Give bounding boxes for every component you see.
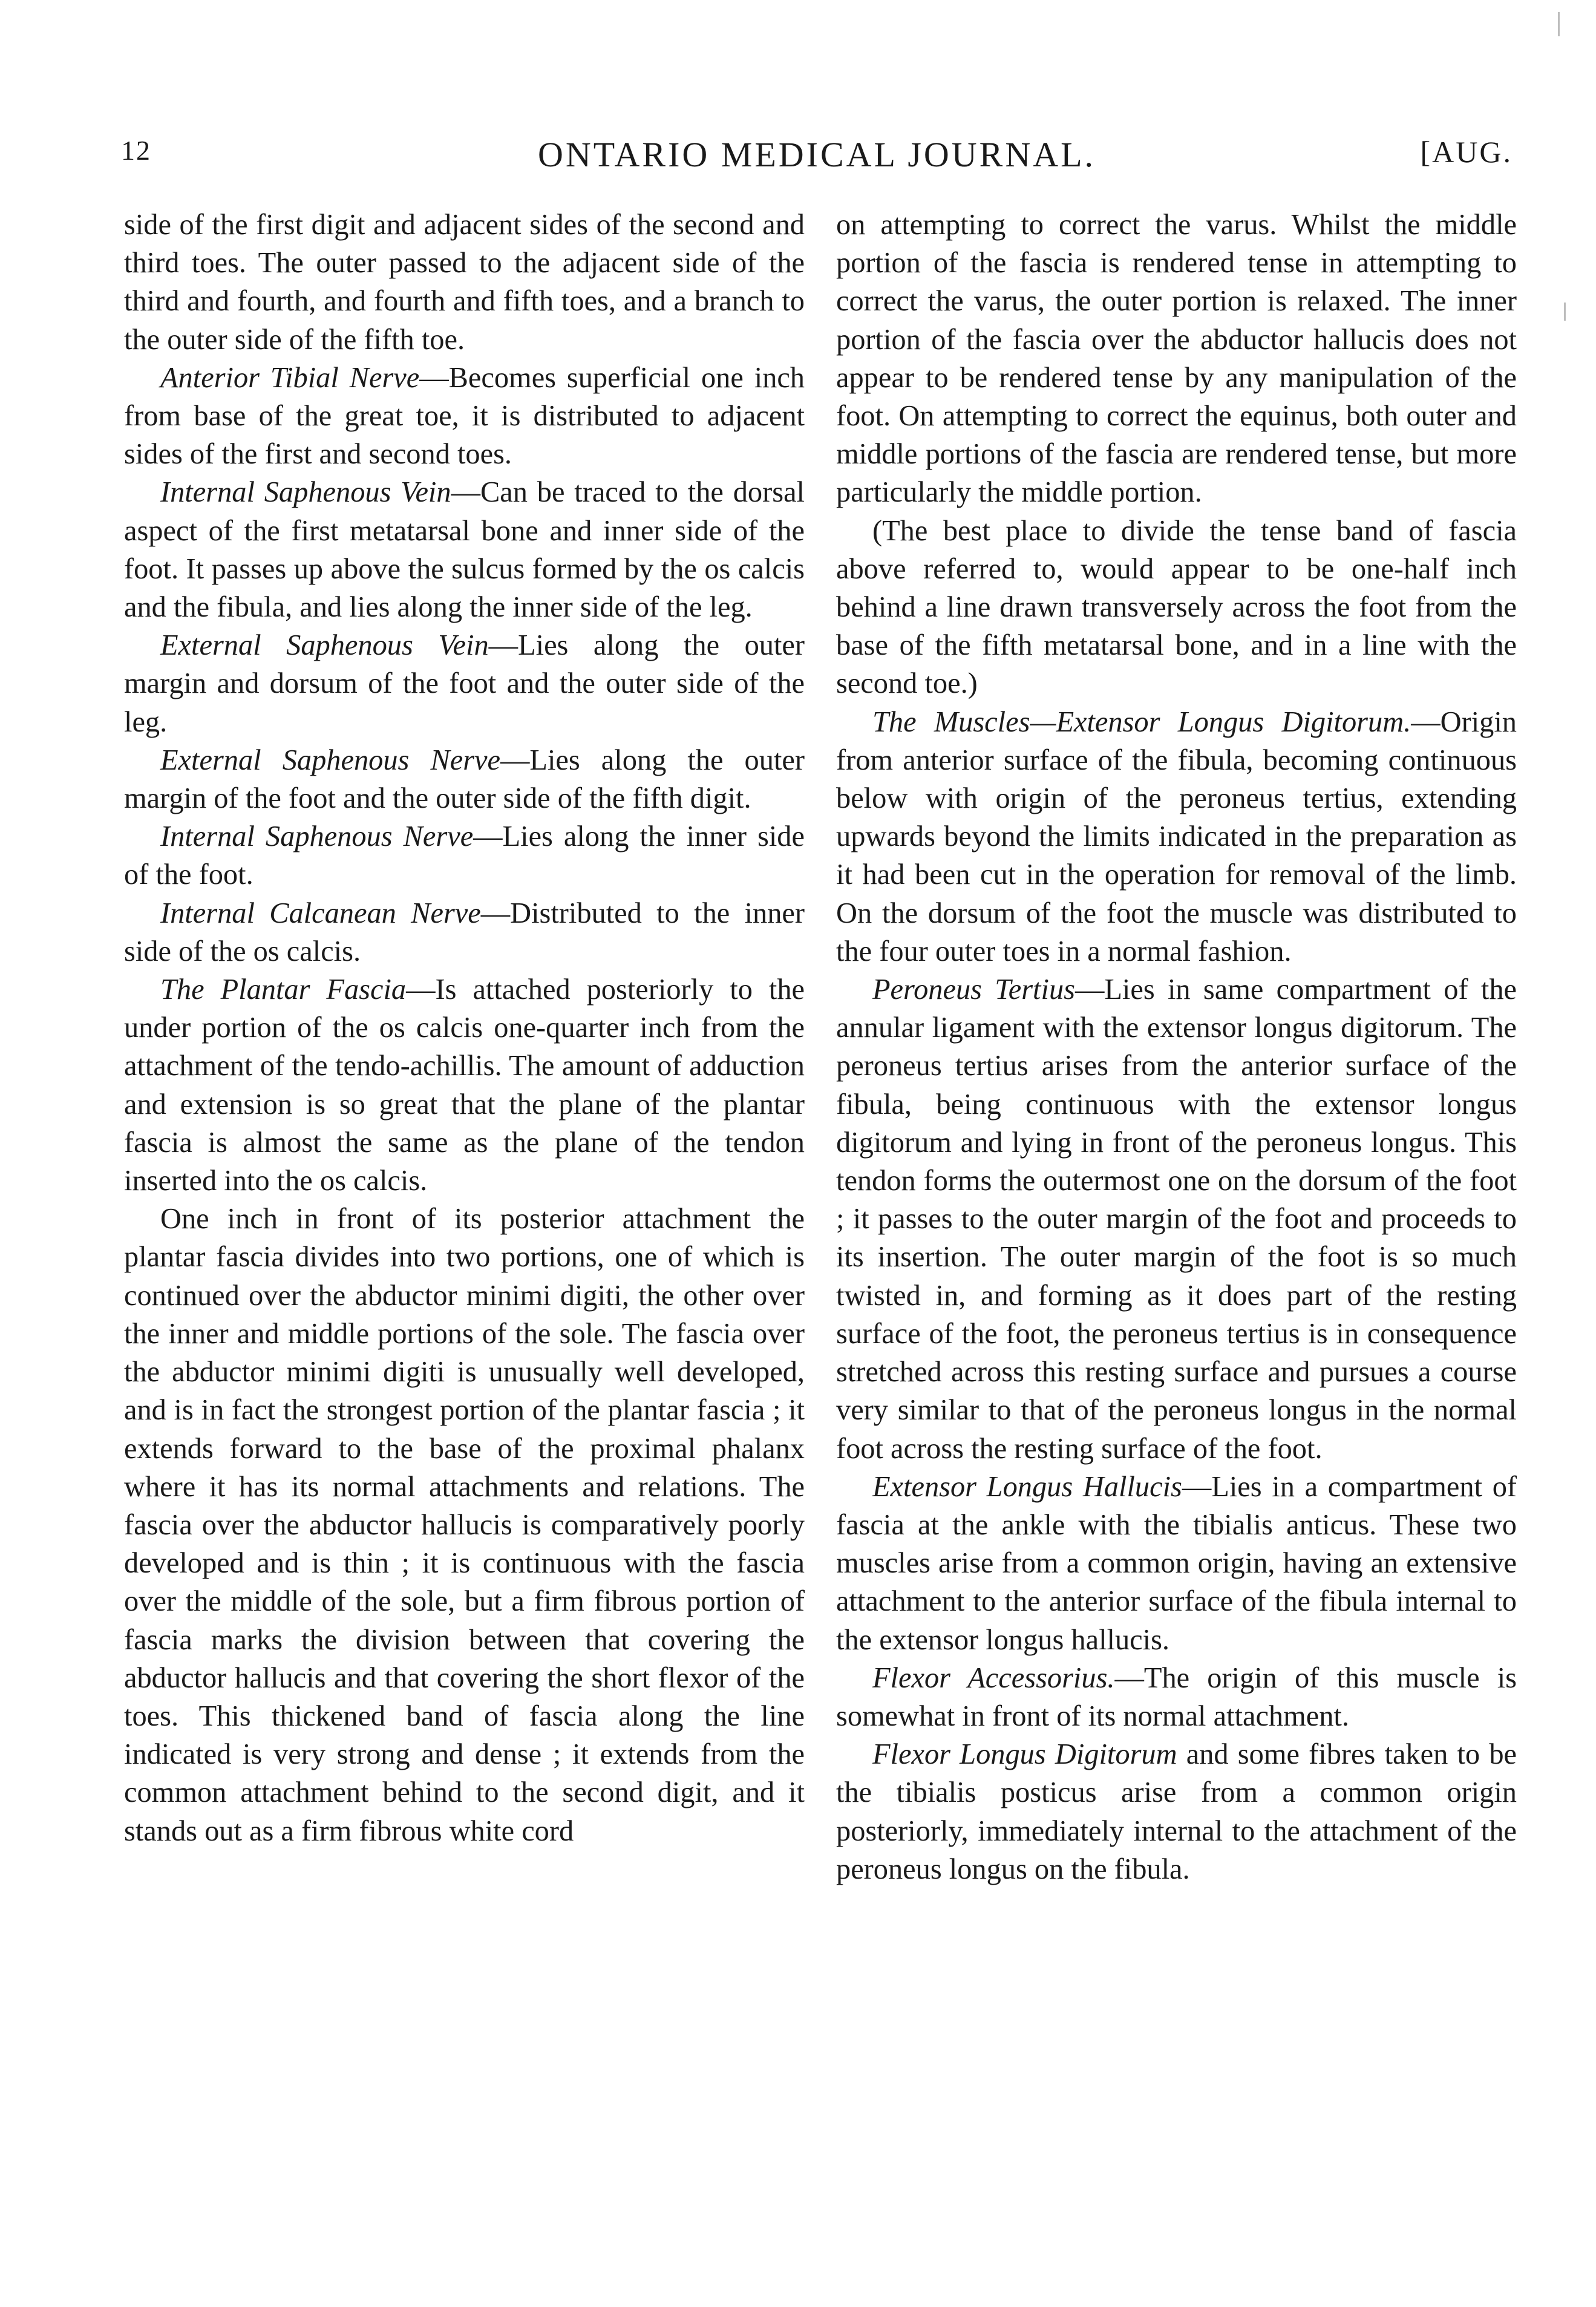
paragraph-heading: Flexor Accessorius.	[872, 1661, 1115, 1694]
journal-title: ONTARIO MEDICAL JOURNAL.	[537, 135, 1096, 174]
paragraph-heading: External Saphenous Vein	[160, 629, 489, 662]
paragraph-heading: The Plantar Fascia	[160, 974, 407, 1006]
paragraph-heading: Internal Saphenous Vein	[160, 476, 451, 509]
page-number: 12	[121, 135, 151, 166]
paragraph-heading: Peroneus Tertius	[872, 974, 1075, 1006]
paragraph: One inch in front of its posterior attachment the plantar fascia divides into two portions, one of which is continued over the abductor minimi digiti, the other over the inner and middle portions of the sole. The fascia over the abductor minimi digiti is unusually well developed, and is in fact the strongest portion of the plantar fascia ; it extends forward to the base of the proximal phalanx where it has its normal attachments and relations. The fascia over the abductor hallucis is comparatively poorly developed and is thin ; it is continuous with the fascia over the middle of the sole, but a firm fibrous portion of fascia marks the division between that covering the abductor hallucis and that covering the short flexor of the toes. This thickened band of fascia along the line indicated is very strong and dense ; it extends from the common attachment behind to the second digit, and it stands out as a firm fibrous white cord	[124, 1203, 805, 1847]
paragraph-heading: Internal Saphenous Nerve	[160, 820, 474, 853]
paragraph: Peroneus Tertius—Lies in same compartment of the annular ligament with the extensor longus digitorum. The peroneus tertius arises from the anterior surface of the fibula, being continuous with the extensor longus digitorum and lying in front of the peroneus longus. This tendon forms the outermost one on the dorsum of the foot ; it passes to the outer margin of the foot and proceeds to its insertion. The outer margin of the foot is so much twisted in, and forming as it does part of the resting surface of the foot, the peroneus tertius is in consequence stretched across this resting surface and pursues a course very similar to that of the peroneus longus in the normal foot across the resting surface of the foot.	[836, 974, 1517, 1465]
paragraph: Extensor Longus Hallucis—Lies in a compartment of fascia at the ankle with the tibialis anticus. These two muscles arise from a common origin, having an extensive attachment to the anterior surface of the fibula internal to the extensor longus hallucis.	[836, 1470, 1517, 1656]
paragraph: on attempting to correct the varus. Whilst the middle portion of the fascia is rendered tense in attempting to correct the varus, the outer portion is relaxed. The inner portion of the fascia over the abductor hallucis does not appear to be rendered tense by any manipulation of the foot. On attempting to correct the equinus, both outer and middle portions of the fascia are rendered tense, but more particularly the middle portion.	[836, 209, 1517, 509]
paragraph-heading: External Saphenous Nerve	[160, 744, 500, 776]
paragraph-heading: Flexor Longus Digitorum	[872, 1738, 1177, 1771]
paragraph: Flexor Longus Digitorum and some fibres taken to be the tibialis posticus arise from a common origin posteriorly, immediately internal to the attachment of the peroneus longus on the fibula.	[836, 1738, 1517, 1885]
paragraph: Flexor Accessorius.—The origin of this muscle is somewhat in front of its normal attachment.	[836, 1661, 1517, 1732]
paragraph: Internal Saphenous Nerve—Lies along the inner side of the foot.	[124, 820, 805, 891]
paragraph: Anterior Tibial Nerve—Becomes superficial one inch from base of the great toe, it is distributed to adjacent sides of the first and second toes.	[124, 361, 805, 471]
paragraph: The Muscles—Extensor Longus Digitorum.—Origin from anterior surface of the fibula, becoming continuous below with origin of the peroneus tertius, extending upwards beyond the limits indicated in the preparation as it had been cut in the operation for removal of the limb. On the dorsum of the foot the muscle was distributed to the four outer toes in a normal fashion.	[836, 705, 1517, 967]
paragraph-heading: Extensor Longus Hallucis	[872, 1470, 1182, 1503]
left-column	[124, 206, 805, 1850]
margin-mark	[1564, 303, 1566, 321]
paragraph: External Saphenous Nerve—Lies along the outer margin of the foot and the outer side of the fifth digit.	[124, 744, 805, 815]
paragraph-heading: Anterior Tibial Nerve	[160, 361, 420, 394]
paragraph-heading: Internal Calcanean Nerve	[160, 897, 481, 929]
paragraph-heading: The Muscles—Extensor Longus Digitorum.	[872, 705, 1411, 738]
paragraph: side of the first digit and adjacent sides of the second and third toes. The outer passed to the adjacent side of the third and fourth, and fourth and fifth toes, and a branch to the outer side of the fifth toe.	[124, 209, 805, 356]
page-header	[121, 134, 1513, 183]
margin-mark	[1558, 12, 1560, 36]
paragraph: Internal Calcanean Nerve—Distributed to the inner side of the os calcis.	[124, 897, 805, 967]
paragraph: The Plantar Fascia—Is attached posteriorly to the under portion of the os calcis one-quarter inch from the attachment of the tendo-achillis. The amount of adduction and extension is so great that the plane of the plantar fascia is almost the same as the plane of the tendon inserted into the os calcis.	[124, 974, 805, 1197]
paragraph: (The best place to divide the tense band of fascia above referred to, would appear to be one-half inch behind a line drawn transversely across the foot from the base of the fifth metatarsal bone, and in a line with the second toe.)	[836, 514, 1517, 700]
paragraph: External Saphenous Vein—Lies along the outer margin and dorsum of the foot and the outer side of the leg.	[124, 629, 805, 738]
paragraph: Internal Saphenous Vein—Can be traced to the dorsal aspect of the first metatarsal bone and inner side of the foot. It passes up above the sulcus formed by the os calcis and the fibula, and lies along the inner side of the leg.	[124, 476, 805, 624]
right-column	[836, 206, 1517, 1888]
issue-month: [AUG.	[1420, 135, 1513, 169]
